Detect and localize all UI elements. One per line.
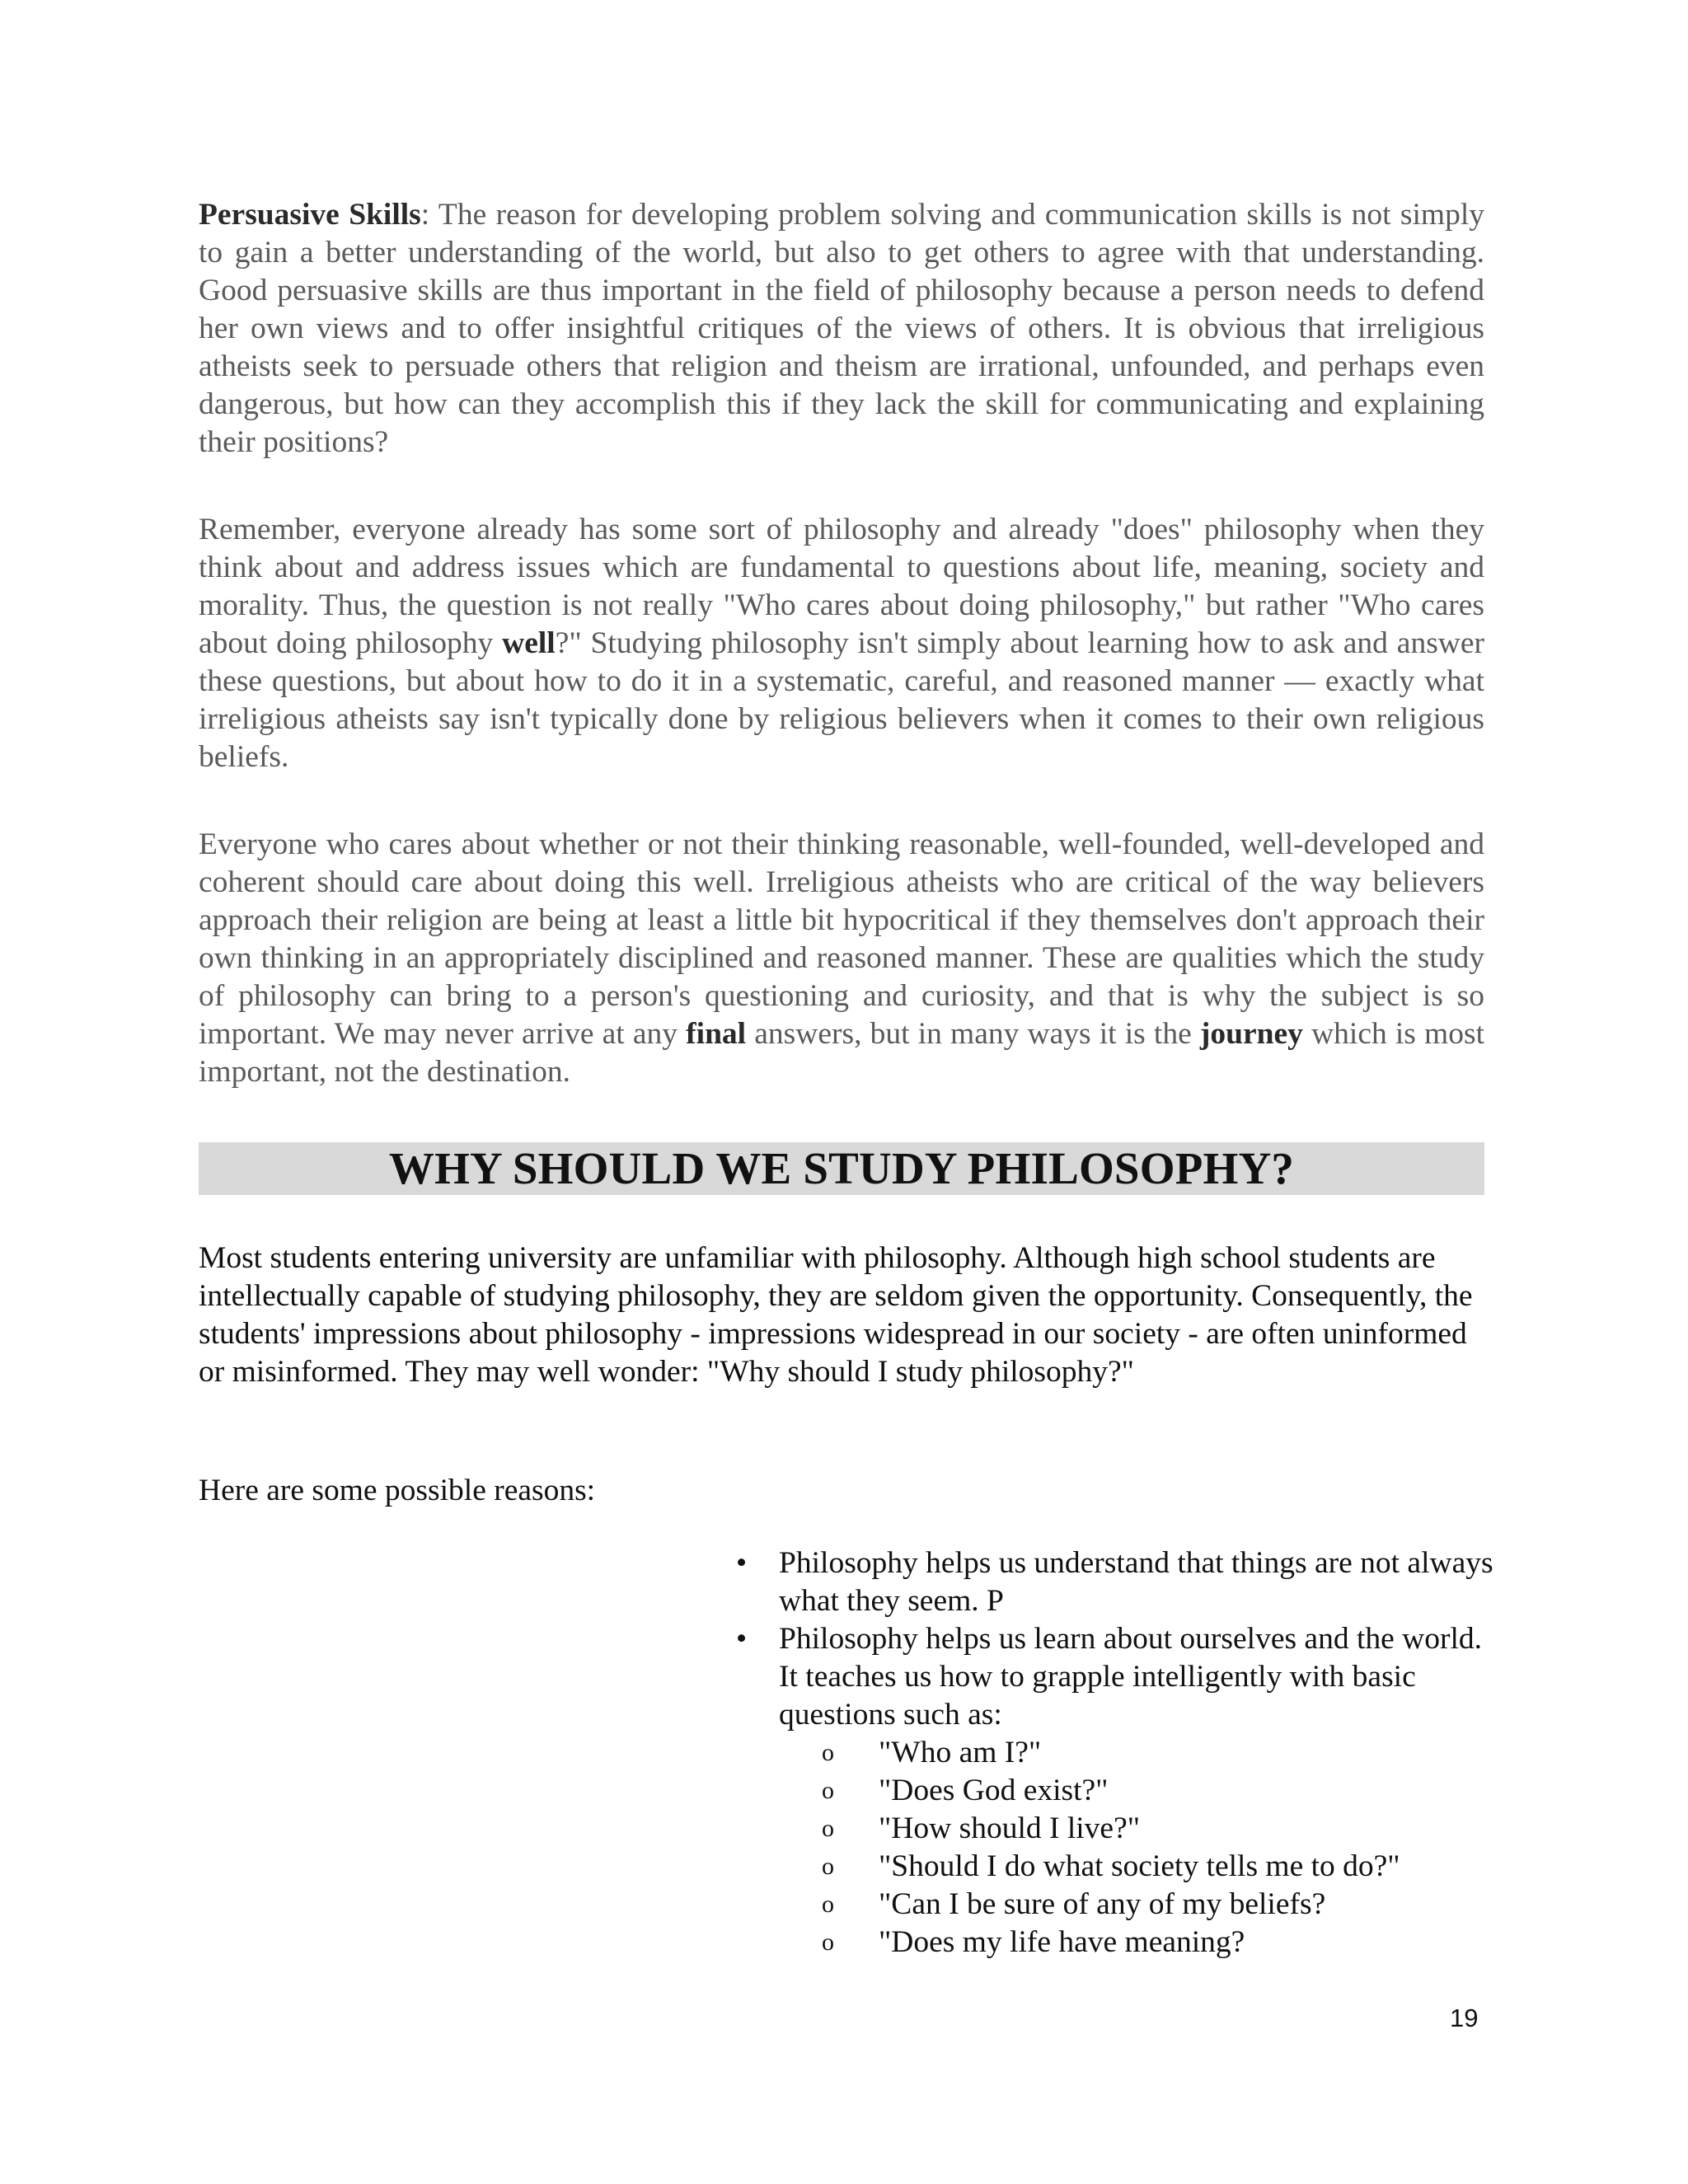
sub-list-item-text: "Can I be sure of any of my beliefs? — [879, 1887, 1326, 1921]
paragraph-text-middle: answers, but in many ways it is the — [746, 1017, 1200, 1051]
sub-list-item — [779, 1734, 1494, 1772]
paragraph-bold-final: final — [686, 1017, 747, 1051]
page-number: 19 — [1450, 2004, 1479, 2032]
paragraph-bold-well: well — [502, 626, 556, 660]
paragraph-lead-bold: Persuasive Skills — [199, 198, 421, 232]
list-item-text: Philosophy helps us learn about ourselves and the world. It teaches us how to grapple intelligently with basic questions such as: — [779, 1622, 1482, 1732]
section-heading: WHY SHOULD WE STUDY PHILOSOPHY? — [388, 1143, 1295, 1193]
circle-bullet-icon: o — [822, 1929, 834, 1956]
circle-bullet-icon: o — [822, 1815, 834, 1842]
circle-bullet-icon: o — [822, 1891, 834, 1918]
sub-list-item — [779, 1772, 1494, 1810]
paragraph-text-after: ?" Studying philosophy isn't simply about learning how to ask and answer these questions, but about how to do it in a systematic, careful, and reasoned manner — exactly what irreligious atheists say isn't typically done by religious believers when it comes to their own religious beliefs. — [199, 626, 1484, 774]
circle-bullet-icon: o — [822, 1853, 834, 1880]
list-item-text: Philosophy helps us understand that things are not always what they seem. P — [779, 1546, 1493, 1618]
sub-list-item — [779, 1886, 1494, 1924]
section-heading-bar — [199, 1142, 1484, 1195]
paragraph-bold-journey: journey — [1199, 1017, 1303, 1051]
circle-bullet-icon: o — [822, 1777, 834, 1804]
paragraph-remember — [199, 511, 1484, 776]
paragraph-text-after: which is most important, not the destination. — [199, 1017, 1484, 1089]
list-item — [736, 1544, 1494, 1620]
bullet-icon: • — [736, 1622, 748, 1656]
sub-list-item-text: "How should I live?" — [879, 1811, 1141, 1845]
paragraph-text-before: Remember, everyone already has some sort of philosophy and already "does" philosophy when they think about and address issues which are fundamental to questions about life, meaning, society and morality. Thus, the question is not really "Who cares about doing philosophy," but rather "Who cares about doing philosophy — [199, 513, 1484, 660]
circle-bullet-icon: o — [822, 1739, 834, 1766]
reasons-intro: Here are some possible reasons: — [199, 1474, 596, 1507]
sub-list-item — [779, 1924, 1494, 1961]
reasons-list — [736, 1544, 1494, 1961]
sub-list-item-text: "Should I do what society tells me to do?" — [879, 1849, 1400, 1883]
sub-list-item-text: "Who am I?" — [879, 1736, 1042, 1769]
paragraph-persuasive-skills — [199, 196, 1484, 462]
sub-list-item — [779, 1810, 1494, 1848]
sub-list-item-text: "Does God exist?" — [879, 1774, 1109, 1807]
paragraph-body: : The reason for developing problem solving and communication skills is not simply to gain a better understanding of the world, but also to get others to agree with that understanding. Good persuasive skills are thus important in the field of philosophy because a person needs to defend her own views and to offer insightful critiques of the views of others. It is obvious that irreligious atheists seek to persuade others that religion and theism are irrational, unfounded, and perhaps even dangerous, but how can they accomplish this if they lack the skill for communicating and explaining their positions? — [199, 198, 1484, 459]
bullet-icon: • — [736, 1546, 748, 1580]
list-item — [736, 1620, 1494, 1734]
paragraph-text-before: Everyone who cares about whether or not their thinking reasonable, well-founded, well-developed and coherent should care about doing this well. Irreligious atheists who are critical of the way believers approach their religion are being at least a little bit hypocritical if they themselves don't approach their own thinking in an appropriately disciplined and reasoned manner. These are qualities which the study of philosophy can bring to a person's questioning and curiosity, and that is why the subject is so important. We may never arrive at any — [199, 827, 1484, 1051]
sub-list-item-text: "Does my life have meaning? — [879, 1925, 1245, 1959]
sub-list-item — [779, 1848, 1494, 1886]
intro-paragraph: Most students entering university are unfamiliar with philosophy. Although high school students are intellectually capable of studying philosophy, they are seldom given the opportunity. Consequently, the students' impressions about philosophy - impressions widespread in our society - are often uninformed or misinformed. They may well wonder: "Why should I study philosophy?" — [199, 1241, 1473, 1389]
paragraph-everyone — [199, 826, 1484, 1091]
